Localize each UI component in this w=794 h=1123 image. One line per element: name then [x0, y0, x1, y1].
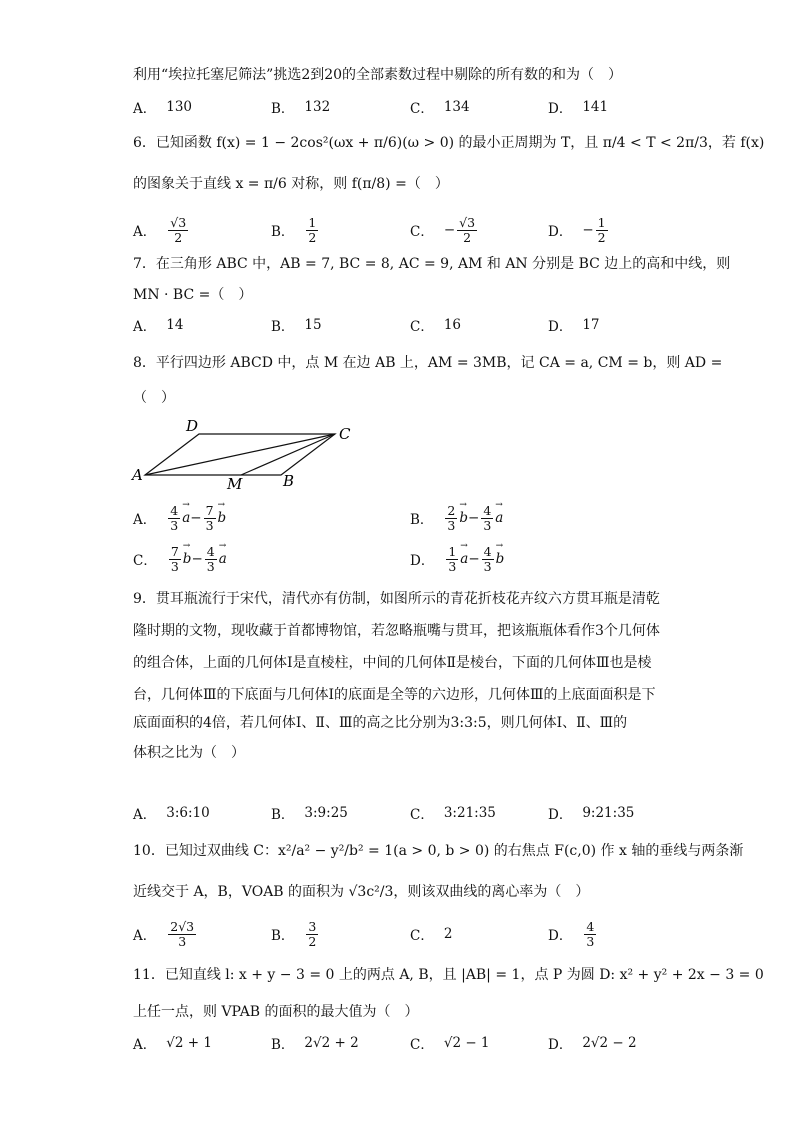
vertex-label-b: B [283, 472, 295, 490]
diagonal-ac [145, 434, 335, 475]
q9-stem-line6: 体积之比为（ ） [133, 745, 245, 761]
point-label-m: M [227, 475, 243, 493]
q10-stem-line1: 10．已知过双曲线 C：x²/a² − y²/b² = 1(a > 0, b > 0) 的右焦点 F(c,0) 作 x 轴的垂线与两条渐 [133, 843, 744, 859]
q6-stem-line2: 的图象关于直线 x = π/6 对称，则 f(π/8) =（ ） [133, 176, 449, 192]
q5-stem: 利用“埃拉托塞尼筛法”挑选2到20的全部素数过程中剔除的所有数的和为（ ） [133, 67, 623, 83]
fraction: $\frac{1}{2}$ [597, 214, 606, 245]
q11-stem-line2: 上任一点，则 VPAB 的面积的最大值为（ ） [133, 1004, 419, 1020]
q6-option-a[interactable]: A． $\frac{√3}{2}$ [133, 214, 187, 245]
q11-stem-line1: 11．已知直线 l: x + y − 3 = 0 上的两点 A, B，且 |AB| = 1，点 P 为圆 D: x² + y² + 2x − 3 = 0 [133, 967, 764, 983]
fraction: $\frac{1}{2}$ [308, 214, 317, 245]
q8-stem-line1: 8．平行四边形 ABCD 中，点 M 在边 AB 上，AM = 3MB，记 CA = a, CM = b，则 AD = [133, 355, 723, 371]
q9-stem-line5: 底面面积的4倍，若几何体Ⅰ、Ⅱ、Ⅲ的高之比分别为3:3:5，则几何体Ⅰ、Ⅱ、Ⅲ的 [133, 715, 628, 731]
q7-option-a[interactable]: A． 14 [133, 317, 184, 335]
q5-options [133, 90, 733, 124]
q8-option-a[interactable]: A． $\frac{4}{3}$ → a − $\frac{7}{3}$ → b [133, 501, 226, 535]
fraction: $\frac{√3}{2}$ [170, 214, 187, 245]
q7-options [133, 308, 733, 342]
q5-option-b[interactable]: B． 132 [271, 99, 331, 117]
q10-stem-line2: 近线交于 A，B，VOAB 的面积为 √3c²/3，则该双曲线的离心率为（ ） [133, 884, 590, 900]
vertex-label-d: D [186, 417, 199, 435]
q9-option-c[interactable]: C． 3:21:35 [410, 805, 496, 823]
q6-option-c[interactable]: C． − $\frac{√3}{2}$ [410, 214, 476, 245]
q9-option-d[interactable]: D． 9:21:35 [548, 805, 635, 823]
fraction: $\frac{√3}{2}$ [459, 214, 476, 245]
q11-option-a[interactable]: A． √2 + 1 [133, 1035, 212, 1053]
q10-option-d[interactable]: D． $\frac{4}{3}$ [548, 918, 595, 949]
q8-stem-line2: （ ） [133, 390, 175, 406]
q6-option-b[interactable]: B． $\frac{1}{2}$ [271, 214, 317, 245]
q6-option-d[interactable]: D． − $\frac{1}{2}$ [548, 214, 606, 245]
q9-option-b[interactable]: B． 3:9:25 [271, 805, 348, 823]
q8-option-d[interactable]: D． $\frac{1}{3}$ → a − $\frac{4}{3}$ → b [410, 542, 504, 576]
q10-option-c[interactable]: C． 2 [410, 926, 453, 944]
q10-options [133, 917, 733, 951]
q6-stem-line1: 6．已知函数 f(x) = 1 − 2cos²(ωx + π/6)(ω > 0) 的最小正周期为 T，且 π/4 < T < 2π/3，若 f(x) [133, 135, 765, 151]
q5-option-d[interactable]: D． 141 [548, 99, 609, 117]
q5-option-a[interactable]: A． 130 [133, 99, 193, 117]
q7-option-d[interactable]: D． 17 [548, 317, 600, 335]
q7-option-c[interactable]: C． 16 [410, 317, 462, 335]
q9-stem-line3: 的组合体，上面的几何体Ⅰ是直棱柱，中间的几何体Ⅱ是棱台，下面的几何体Ⅲ也是棱 [133, 655, 652, 671]
q9-options [133, 796, 733, 830]
q7-option-b[interactable]: B． 15 [271, 317, 322, 335]
q5-option-c[interactable]: C． 134 [410, 99, 470, 117]
q11-option-c[interactable]: C． √2 − 1 [410, 1035, 490, 1053]
q8-options-row2 [133, 542, 733, 576]
q8-option-b[interactable]: B． $\frac{2}{3}$ → b − $\frac{4}{3}$ → a [410, 501, 503, 535]
parallelogram-figure [128, 416, 358, 494]
q10-option-a[interactable]: A． $\frac{2√3}{3}$ [133, 918, 195, 949]
segment-cm [241, 434, 335, 475]
q8-options-row1 [133, 501, 733, 535]
q7-stem-line2: MN · BC =（ ） [133, 287, 253, 303]
q11-option-b[interactable]: B． 2√2 + 2 [271, 1035, 359, 1053]
q7-stem-line1: 7．在三角形 ABC 中，AB = 7, BC = 8, AC = 9, AM 和 AN 分别是 BC 边上的高和中线，则 [133, 256, 731, 272]
q6-options [133, 213, 733, 247]
q10-option-b[interactable]: B． $\frac{3}{2}$ [271, 918, 317, 949]
q11-options [133, 1026, 733, 1060]
q9-stem-line1: 9．贯耳瓶流行于宋代，清代亦有仿制，如图所示的青花折枝花卉纹六方贯耳瓶是清乾 [133, 591, 660, 607]
vertex-label-c: C [339, 425, 351, 443]
q9-stem-line2: 隆时期的文物，现收藏于首都博物馆，若忽略瓶嘴与贯耳，把该瓶瓶体看作3个几何体 [133, 623, 660, 639]
q9-stem-line4: 台，几何体Ⅲ的下底面与几何体Ⅰ的底面是全等的六边形，几何体Ⅲ的上底面面积是下 [133, 687, 656, 703]
q9-option-a[interactable]: A． 3:6:10 [133, 805, 210, 823]
q8-option-c[interactable]: C． $\frac{7}{3}$ → b − $\frac{4}{3}$ → a [133, 542, 227, 576]
vertex-label-a: A [132, 466, 143, 484]
q11-option-d[interactable]: D． 2√2 − 2 [548, 1035, 637, 1053]
